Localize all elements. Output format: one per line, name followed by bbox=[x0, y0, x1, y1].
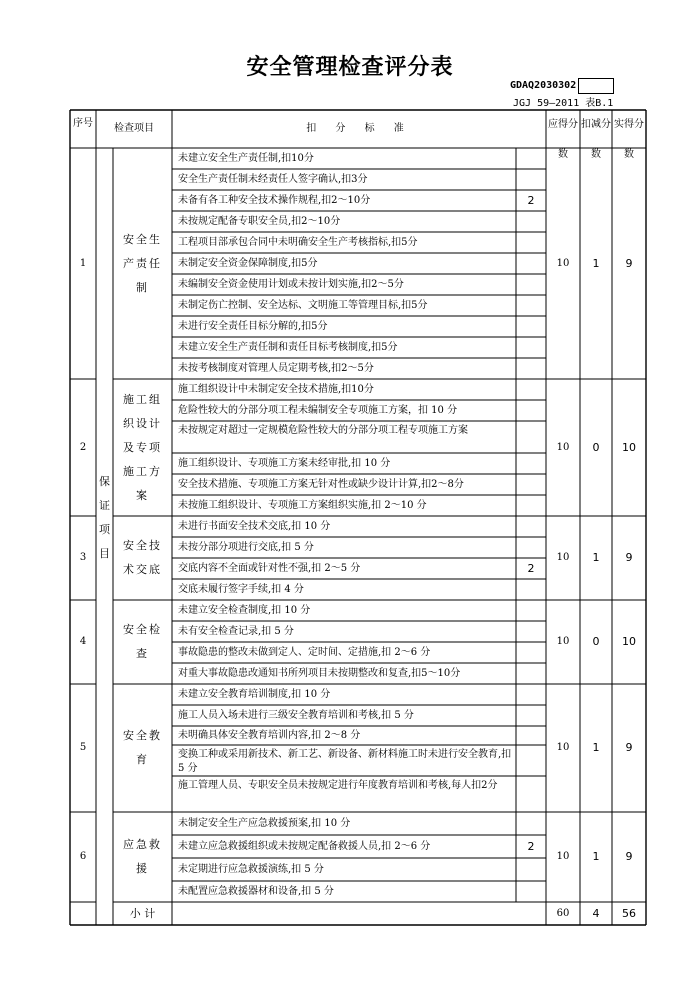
criteria-score bbox=[516, 379, 546, 400]
section-deduct: 0 bbox=[592, 635, 600, 648]
criteria-score bbox=[516, 579, 546, 600]
section-full-score: 10 bbox=[556, 636, 570, 647]
header-full-score: 应得分数 bbox=[548, 119, 578, 160]
criteria-score bbox=[516, 400, 546, 421]
criteria-score bbox=[516, 663, 546, 684]
section-name: 安全教育 bbox=[123, 729, 162, 766]
subtotal-deduct: 4 bbox=[592, 907, 600, 920]
criteria-text: 未制定伤亡控制、安全达标、文明施工等管理目标,扣5分 bbox=[178, 300, 428, 311]
section-name: 安全技术交底 bbox=[123, 539, 162, 576]
criteria-score bbox=[516, 253, 546, 274]
criteria-score bbox=[516, 745, 546, 776]
criteria-score bbox=[516, 776, 546, 812]
section-deduct: 0 bbox=[592, 441, 600, 454]
criteria-text: 未建立应急救援组织或未按规定配备救援人员,扣 2～6 分 bbox=[178, 841, 431, 852]
header-item: 检查项目 bbox=[114, 123, 154, 134]
criteria-text: 未按施工组织设计、专项施工方案组织实施,扣 2～10 分 bbox=[178, 500, 427, 511]
criteria-text: 未明确具体安全教育培训内容,扣 2～8 分 bbox=[178, 730, 361, 741]
criteria-text: 施工人员入场未进行三级安全教育培训和考核,扣 5 分 bbox=[178, 710, 414, 721]
section-actual: 9 bbox=[625, 551, 633, 564]
section-actual: 10 bbox=[622, 635, 636, 648]
criteria-text: 未按规定配备专职安全员,扣2～10分 bbox=[178, 216, 341, 227]
section-name: 安全生产责任制 bbox=[123, 232, 162, 294]
criteria-score bbox=[516, 516, 546, 537]
criteria-score bbox=[516, 337, 546, 358]
criteria-text: 施工组织设计、专项施工方案未经审批,扣 10 分 bbox=[178, 458, 391, 469]
criteria-score bbox=[516, 453, 546, 474]
criteria-score bbox=[516, 474, 546, 495]
section-seq: 6 bbox=[79, 851, 87, 862]
section-full-score: 10 bbox=[556, 552, 570, 563]
criteria-text: 未制定安全资金保障制度,扣5分 bbox=[178, 258, 318, 269]
criteria-text: 安全技术措施、专项施工方案无针对性或缺少设计计算,扣2～8分 bbox=[178, 479, 464, 490]
section-seq: 3 bbox=[79, 552, 87, 563]
criteria-text: 未按规定对超过一定规模危险性较大的分部分项工程专项施工方案 bbox=[178, 425, 468, 436]
criteria-score bbox=[516, 642, 546, 663]
section-actual: 9 bbox=[625, 741, 633, 754]
criteria-text: 未定期进行应急救援演练,扣 5 分 bbox=[178, 864, 324, 875]
criteria-text: 对重大事故隐患改通知书所列项目未按期整改和复查,扣5～10分 bbox=[178, 668, 461, 679]
criteria-score bbox=[516, 726, 546, 745]
criteria-score bbox=[516, 358, 546, 379]
criteria-text: 施工组织设计中未制定安全技术措施,扣10分 bbox=[178, 384, 374, 395]
criteria-text: 未有安全检查记录,扣 5 分 bbox=[178, 626, 294, 637]
criteria-score bbox=[516, 421, 546, 453]
criteria-score: 2 bbox=[527, 194, 535, 207]
criteria-text: 安全生产责任制未经责任人签字确认,扣3分 bbox=[178, 174, 368, 185]
header-deduct: 扣减分数 bbox=[581, 119, 611, 160]
criteria-text: 交底未履行签字手续,扣 4 分 bbox=[178, 584, 304, 595]
criteria-score bbox=[516, 621, 546, 642]
criteria-text: 未按考核制度对管理人员定期考核,扣2～5分 bbox=[178, 363, 374, 374]
section-name: 安全检查 bbox=[123, 623, 162, 660]
criteria-score bbox=[516, 148, 546, 169]
criteria-score bbox=[516, 812, 546, 835]
criteria-score bbox=[516, 881, 546, 902]
section-actual: 10 bbox=[622, 441, 636, 454]
section-full-score: 10 bbox=[556, 442, 570, 453]
criteria-score bbox=[516, 295, 546, 316]
criteria-text: 未编制安全资金使用计划或未按计划实施,扣2～5分 bbox=[178, 279, 404, 290]
criteria-score bbox=[516, 211, 546, 232]
criteria-score bbox=[516, 705, 546, 726]
criteria-score bbox=[516, 600, 546, 621]
criteria-score bbox=[516, 537, 546, 558]
criteria-score bbox=[516, 858, 546, 881]
section-name: 施工组织设计及专项施工方案 bbox=[123, 392, 162, 502]
criteria-score bbox=[516, 274, 546, 295]
section-actual: 9 bbox=[625, 257, 633, 270]
criteria-text: 事故隐患的整改未做到定人、定时间、定措施,扣 2～6 分 bbox=[178, 647, 431, 658]
section-deduct: 1 bbox=[592, 257, 600, 270]
section-seq: 5 bbox=[79, 742, 87, 753]
criteria-score: 2 bbox=[527, 840, 535, 853]
criteria-text: 危险性较大的分部分项工程未编制安全专项施工方案，扣 10 分 bbox=[178, 405, 458, 416]
section-deduct: 1 bbox=[592, 850, 600, 863]
criteria-text: 未制定安全生产应急救援预案,扣 10 分 bbox=[178, 818, 351, 829]
subtotal-label: 小 计 bbox=[129, 907, 156, 920]
criteria-text: 未建立安全检查制度,扣 10 分 bbox=[178, 605, 311, 616]
criteria-text: 未建立安全生产责任制,扣10分 bbox=[178, 153, 314, 164]
section-name: 应急救援 bbox=[123, 838, 162, 875]
section-full-score: 10 bbox=[556, 258, 570, 269]
criteria-score bbox=[516, 232, 546, 253]
criteria-score bbox=[516, 316, 546, 337]
section-seq: 4 bbox=[79, 636, 87, 647]
criteria-text: 工程项目部承包合同中未明确安全生产考核指标,扣5分 bbox=[178, 237, 418, 248]
subtotal-full: 60 bbox=[556, 908, 570, 919]
section-seq: 1 bbox=[79, 258, 87, 269]
criteria-text: 未按分部分项进行交底,扣 5 分 bbox=[178, 542, 314, 553]
criteria-text: 未建立安全生产责任制和责任目标考核制度,扣5分 bbox=[178, 342, 398, 353]
header-criteria: 扣 分 标 准 bbox=[306, 123, 412, 134]
criteria-score bbox=[516, 495, 546, 516]
form-code: GDAQ2030302 bbox=[510, 80, 577, 91]
criteria-text: 未备有各工种安全技术操作规程,扣2～10分 bbox=[178, 195, 371, 206]
section-deduct: 1 bbox=[592, 741, 600, 754]
criteria-score bbox=[516, 684, 546, 705]
page-title: 安全管理检查评分表 bbox=[246, 55, 454, 80]
section-seq: 2 bbox=[79, 442, 87, 453]
criteria-text: 施工管理人员、专职安全员未按规定进行年度教育培训和考核,每人扣2分 bbox=[178, 780, 498, 791]
guarantee-label: 保证项目 bbox=[99, 475, 110, 560]
section-deduct: 1 bbox=[592, 551, 600, 564]
header-actual: 实得分数 bbox=[614, 119, 644, 160]
criteria-text: 未进行书面安全技术交底,扣 10 分 bbox=[178, 521, 331, 532]
criteria-text: 未进行安全责任目标分解的,扣5分 bbox=[178, 321, 328, 332]
standard-reference: JGJ 59—2011 表B.1 bbox=[513, 98, 614, 109]
section-full-score: 10 bbox=[556, 742, 570, 753]
criteria-text: 变换工种或采用新技术、新工艺、新设备、新材料施工时未进行安全教育,扣 5 分 bbox=[178, 749, 512, 774]
subtotal-actual: 56 bbox=[622, 907, 636, 920]
criteria-score bbox=[516, 169, 546, 190]
criteria-text: 交底内容不全面或针对性不强,扣 2～5 分 bbox=[178, 563, 361, 574]
section-actual: 9 bbox=[625, 850, 633, 863]
criteria-text: 未配置应急救援器材和设备,扣 5 分 bbox=[178, 886, 334, 897]
criteria-text: 未建立安全教育培训制度,扣 10 分 bbox=[178, 689, 331, 700]
criteria-score: 2 bbox=[527, 562, 535, 575]
header-seq: 序号 bbox=[73, 118, 93, 129]
section-full-score: 10 bbox=[556, 851, 570, 862]
